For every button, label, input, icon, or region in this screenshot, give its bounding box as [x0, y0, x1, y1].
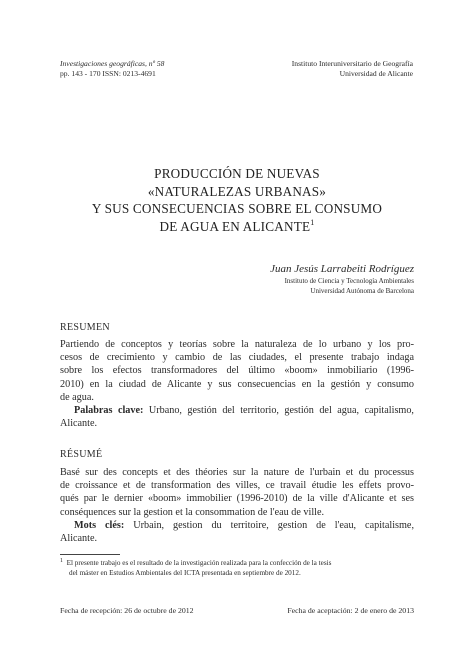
title-line-3: Y SUS CONSECUENCIAS SOBRE EL CONSUMO	[91, 201, 383, 216]
resumen-line: sobre los efectos transformadores del último «boom» inmobiliario (1996-	[60, 365, 414, 377]
resume-keywords-end: Alicante.	[60, 533, 98, 545]
footnote-line-2: del máster en Estudios Ambientales del ICTA presentada en septiembre de 2012.	[69, 568, 301, 577]
mots-cles-text: Urbain, gestion du territoire, gestion de l'eau, capitalisme,	[124, 519, 414, 531]
resumen-line: Partiendo de conceptos y teorías sobre la naturaleza de lo urbano y los pro-	[60, 339, 414, 350]
article-title	[40, 165, 434, 235]
footnote-divider	[60, 554, 120, 555]
resume-abstract	[60, 466, 414, 545]
resumen-abstract	[60, 338, 414, 430]
keywords-label: Palabras clave:	[74, 405, 144, 417]
received-date: Fecha de recepción: 26 de octubre de 2012	[60, 606, 194, 615]
institute-name: Instituto Interuniversitario de Geografía	[291, 59, 413, 68]
resume-line: qués par le dernier «boom» immobilier (1996-2010) de la ville d'Alicante et ses	[60, 493, 414, 505]
pages-issn: pp. 143 - 170 ISSN: 0213-4691	[60, 68, 156, 78]
footnote	[60, 559, 414, 578]
university-name: Universidad de Alicante	[339, 68, 413, 78]
resume-line: conséquences sur la gestion et la consommation de l'eau de ville.	[60, 506, 325, 518]
resumen-line: 2010) en la ciudad de Alicante y sus consecuencias en la gestión y consumo	[60, 378, 414, 390]
title-footnote-mark: 1	[310, 217, 315, 227]
resume-keywords	[60, 519, 414, 532]
title-line-2: «NATURALEZAS URBANAS»	[147, 183, 327, 199]
title-line-4-text: DE AGUA EN ALICANTE	[159, 218, 311, 234]
footnote-line-1	[60, 559, 414, 569]
resumen-line: cesos de crecimiento y cambio de las ciudades, el presente trabajo indaga	[60, 352, 414, 364]
author-block	[270, 262, 414, 296]
footnote-mark: 1	[60, 558, 63, 564]
resumen-heading: RESUMEN	[60, 322, 110, 333]
resume-heading: RÉSUMÉ	[60, 449, 103, 460]
resumen-keywords	[60, 404, 414, 417]
author-affiliation-1: Instituto de Ciencia y Tecnología Ambientales	[284, 277, 414, 285]
title-line-1: PRODUCCIÓN DE NUEVAS	[154, 166, 320, 181]
institution-header	[292, 59, 413, 78]
author-name: Juan Jesús Larrabeiti Rodríguez	[270, 263, 414, 275]
title-line-4	[40, 218, 434, 236]
resume-line: Basé sur des concepts et des théories sur la nature de l'urbain et du processus	[60, 467, 414, 478]
journal-header	[60, 59, 164, 78]
journal-name: Investigaciones geográficas, nº 58	[60, 59, 165, 68]
footnote-text-1: El presente trabajo es el resultado de la investigación realizada para la confección de la tesis	[66, 559, 332, 567]
author-affiliation-2: Universidad Autónoma de Barcelona	[310, 287, 414, 295]
resume-line: de croissance et de transformation des villes, ce travail étudie les effets provo-	[60, 480, 414, 492]
keywords-text: Urbano, gestión del territorio, gestión del agua, capitalismo,	[143, 405, 414, 417]
mots-cles-label: Mots clés:	[74, 519, 125, 531]
resumen-line: de agua.	[60, 391, 94, 403]
resumen-keywords-end: Alicante.	[60, 418, 98, 430]
accepted-date: Fecha de aceptación: 2 de enero de 2013	[287, 606, 414, 615]
